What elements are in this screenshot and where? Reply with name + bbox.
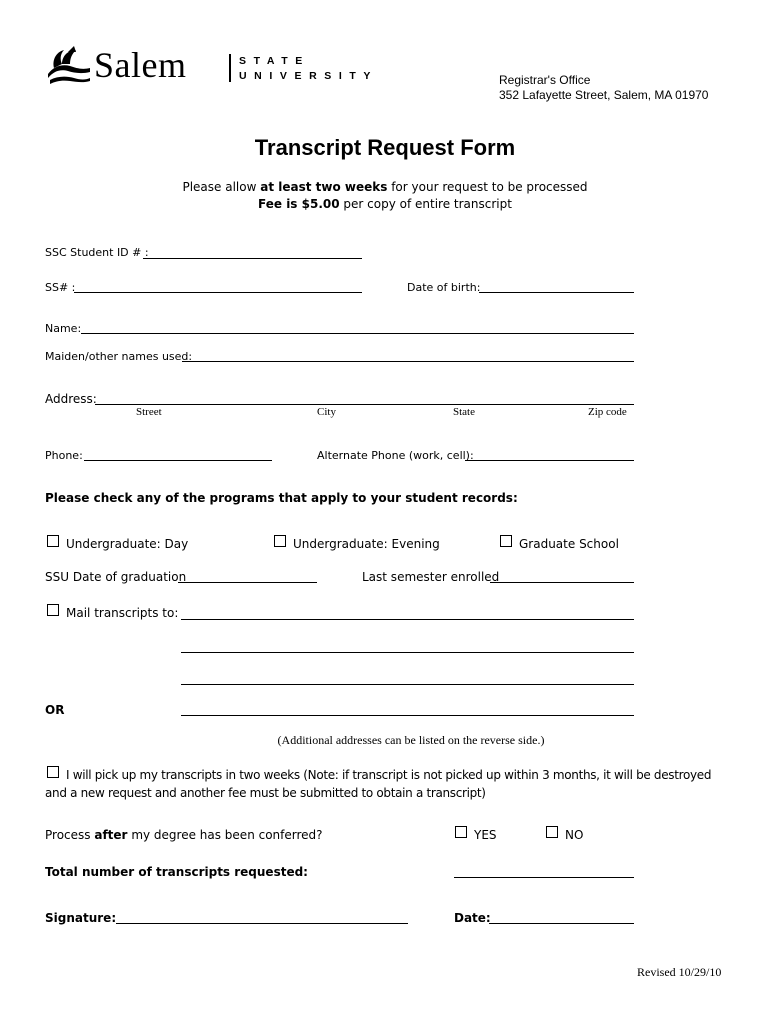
no-checkbox[interactable]	[546, 826, 558, 838]
date-label: Date:	[454, 911, 491, 925]
ssn-field[interactable]	[74, 292, 362, 293]
address-label: Address:	[45, 392, 97, 406]
logo-wordmark: Salem	[94, 45, 187, 85]
maiden-names-field[interactable]	[182, 361, 634, 362]
undergrad-evening-label: Undergraduate: Evening	[293, 537, 440, 551]
pickup-checkbox[interactable]	[47, 766, 59, 778]
last-semester-label: Last semester enrolled	[362, 570, 500, 584]
zip-caption: Zip code	[588, 406, 627, 418]
process-question	[45, 828, 323, 842]
process-question-bold: after	[94, 828, 128, 842]
graduate-school-label: Graduate School	[519, 537, 619, 551]
process-question-pre: Process	[45, 828, 91, 842]
mail-address-line-4[interactable]	[181, 715, 634, 716]
graduation-date-label: SSU Date of graduation	[45, 570, 187, 584]
date-field[interactable]	[489, 923, 634, 924]
total-transcripts-field[interactable]	[454, 877, 634, 878]
undergrad-day-label: Undergraduate: Day	[66, 537, 189, 551]
logo-state-text: STATE	[239, 55, 310, 67]
logo-university-text: UNIVERSITY	[239, 70, 379, 82]
mail-transcripts-checkbox[interactable]	[47, 604, 59, 616]
processing-note-post: for your request to be processed	[391, 180, 588, 194]
address-field[interactable]	[95, 404, 634, 405]
or-label: OR	[45, 703, 65, 717]
total-transcripts-label: Total number of transcripts requested:	[45, 865, 308, 879]
phone-label: Phone:	[45, 449, 83, 462]
undergrad-evening-checkbox[interactable]	[274, 535, 286, 547]
yes-label: YES	[474, 828, 497, 842]
graduation-date-field[interactable]	[178, 582, 317, 583]
mail-address-line-3[interactable]	[181, 684, 634, 685]
undergrad-day-checkbox[interactable]	[47, 535, 59, 547]
last-semester-field[interactable]	[490, 582, 634, 583]
mail-transcripts-label: Mail transcripts to:	[66, 606, 179, 620]
street-caption: Street	[136, 406, 162, 418]
registrar-office: Registrar's Office	[499, 73, 591, 87]
logo-divider	[229, 54, 231, 82]
pickup-text-line-1: I will pick up my transcripts in two weeks (Note: if transcript is not picked up within 3 months, it will be destroyed	[66, 768, 712, 782]
pickup-text-line-2: and a new request and another fee must be submitted to obtain a transcript)	[45, 786, 486, 800]
phone-field[interactable]	[84, 460, 272, 461]
revision-date: Revised 10/29/10	[637, 965, 722, 979]
dob-label: Date of birth:	[407, 281, 481, 294]
fee-note	[0, 197, 770, 211]
no-label: NO	[565, 828, 584, 842]
ssn-label: SS# :	[45, 281, 76, 294]
processing-note-bold: at least two weeks	[260, 180, 388, 194]
mail-address-line-1[interactable]	[181, 619, 634, 620]
additional-addresses-note: (Additional addresses can be listed on the reverse side.)	[277, 733, 545, 747]
city-caption: City	[317, 406, 336, 418]
fee-note-post: per copy of entire transcript	[343, 197, 512, 211]
fee-note-bold: Fee is $5.00	[258, 197, 340, 211]
name-label: Name:	[45, 322, 82, 335]
state-caption: State	[453, 406, 475, 418]
alt-phone-field[interactable]	[465, 460, 634, 461]
programs-heading: Please check any of the programs that apply to your student records:	[45, 491, 518, 505]
student-id-field[interactable]	[143, 258, 362, 259]
university-seal-icon	[44, 44, 92, 84]
processing-note	[0, 180, 770, 194]
yes-checkbox[interactable]	[455, 826, 467, 838]
registrar-address: 352 Lafayette Street, Salem, MA 01970	[499, 88, 709, 102]
student-id-label: SSC Student ID # :	[45, 246, 149, 259]
signature-label: Signature:	[45, 911, 117, 925]
graduate-school-checkbox[interactable]	[500, 535, 512, 547]
mail-address-line-2[interactable]	[181, 652, 634, 653]
process-question-post: my degree has been conferred?	[131, 828, 323, 842]
page-title: Transcript Request Form	[254, 135, 516, 160]
maiden-names-label: Maiden/other names used:	[45, 350, 193, 363]
name-field[interactable]	[81, 333, 634, 334]
dob-field[interactable]	[479, 292, 634, 293]
processing-note-pre: Please allow	[182, 180, 257, 194]
signature-field[interactable]	[116, 923, 408, 924]
alt-phone-label: Alternate Phone (work, cell):	[317, 449, 474, 462]
